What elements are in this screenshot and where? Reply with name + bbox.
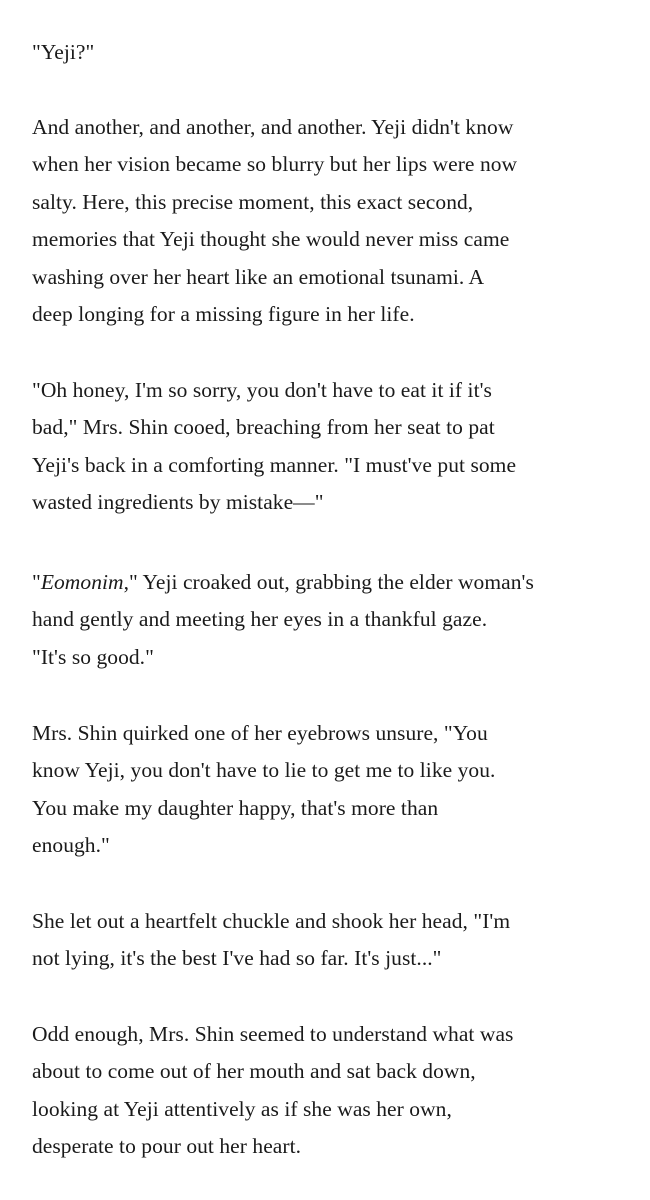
open-quote: ": [32, 570, 41, 594]
paragraph-heartfelt-chuckle: [32, 903, 632, 978]
paragraph-yeji-question: [32, 34, 632, 71]
text-line: She let out a heartfelt chuckle and shook her head, "I'm: [32, 909, 511, 933]
text-line: wasted ingredients by mistake—": [32, 490, 324, 515]
paragraph-mrs-shin-quirked: [32, 715, 632, 865]
text-line: Yeji's back in a comforting manner. "I must've put some: [32, 452, 517, 477]
line-rest: ," Yeji croaked out, grabbing the elder woman's: [123, 570, 534, 594]
text-line: And another, and another, and another. Yeji didn't know: [32, 115, 514, 139]
text-line: hand gently and meeting her eyes in a thankful gaze.: [32, 607, 488, 632]
text-line: You make my daughter happy, that's more than: [32, 795, 439, 820]
text-line: when her vision became so blurry but her lips were now: [32, 152, 518, 177]
paragraph-eomonim: [32, 564, 632, 676]
text-line: know Yeji, you don't have to lie to get me to like you.: [32, 758, 496, 783]
text-line: looking at Yeji attentively as if she was her own,: [32, 1096, 452, 1121]
paragraph-another: [32, 109, 632, 333]
text-line: [32, 564, 632, 601]
paragraph-odd-enough: [32, 1016, 632, 1166]
text-line: not lying, it's the best I've had so far. It's just...": [32, 946, 442, 971]
text-line: salty. Here, this precise moment, this exact second,: [32, 189, 474, 214]
text-line: "Oh honey, I'm so sorry, you don't have to eat it if it's: [32, 378, 492, 402]
text-line: washing over her heart like an emotional tsunami. A: [32, 264, 485, 289]
text-line: bad," Mrs. Shin cooed, breaching from her seat to pat: [32, 415, 495, 440]
text-line: about to come out of her mouth and sat back down,: [32, 1059, 476, 1084]
text-line: memories that Yeji thought she would never miss came: [32, 227, 510, 252]
paragraph-oh-honey: [32, 372, 632, 522]
text-line: enough.": [32, 833, 110, 858]
text-line: "It's so good.": [32, 644, 154, 669]
text-line: deep longing for a missing figure in her life.: [32, 301, 415, 326]
text-line: desperate to pour out her heart.: [32, 1134, 302, 1159]
text-line: Mrs. Shin quirked one of her eyebrows unsure, "You: [32, 721, 488, 745]
text-line: "Yeji?": [32, 40, 95, 64]
text-line: Odd enough, Mrs. Shin seemed to understand what was: [32, 1022, 514, 1046]
italic-word-eomonim: Eomonim: [40, 570, 124, 594]
